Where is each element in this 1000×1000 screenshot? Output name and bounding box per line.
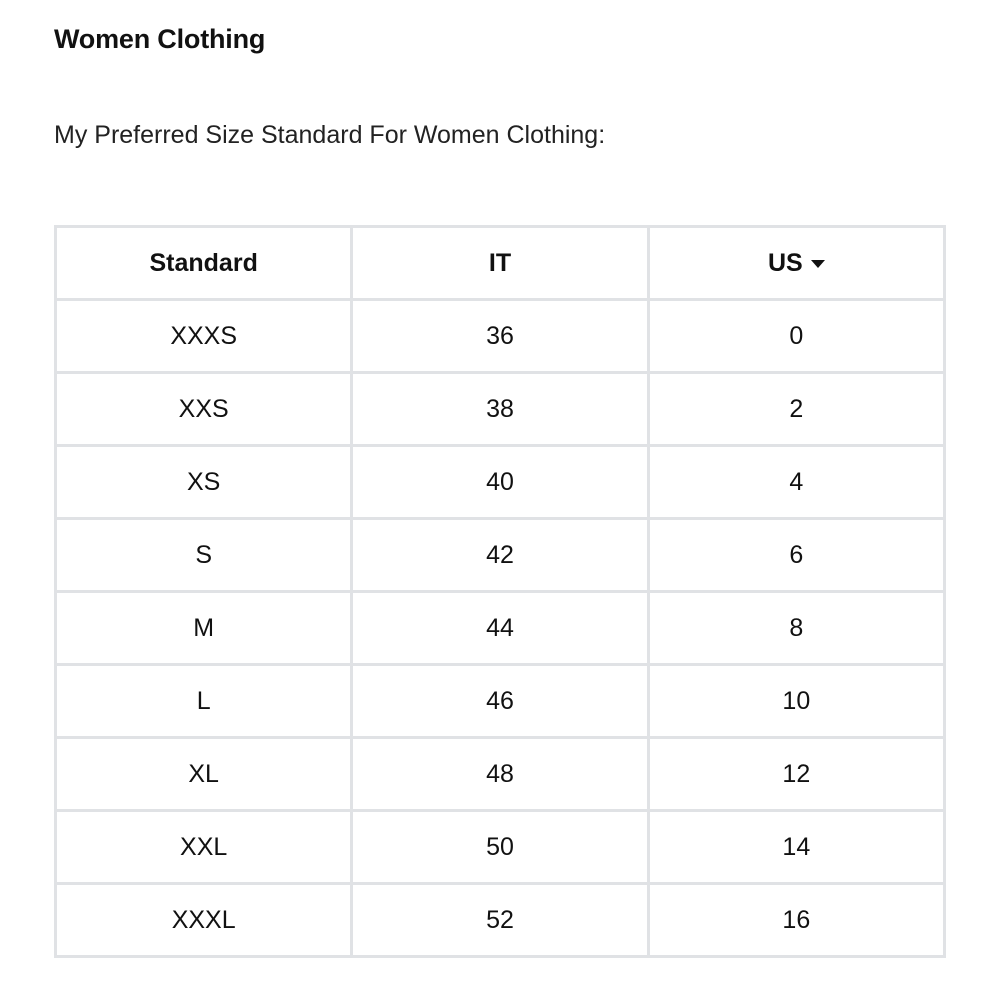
cell-us: 16	[648, 884, 944, 957]
cell-us: 6	[648, 519, 944, 592]
table-row	[56, 738, 945, 811]
cell-it: 44	[352, 592, 648, 665]
cell-us: 4	[648, 446, 944, 519]
cell-us: 10	[648, 665, 944, 738]
cell-us: 12	[648, 738, 944, 811]
cell-standard: XS	[56, 446, 352, 519]
cell-us: 0	[648, 300, 944, 373]
cell-standard: XL	[56, 738, 352, 811]
cell-it: 48	[352, 738, 648, 811]
section-title: Women Clothing	[54, 24, 266, 54]
us-size-selector[interactable]	[768, 249, 825, 278]
table-row	[56, 373, 945, 446]
table-row	[56, 884, 945, 957]
cell-it: 36	[352, 300, 648, 373]
header-standard: Standard	[56, 227, 352, 300]
cell-us: 2	[648, 373, 944, 446]
cell-it: 40	[352, 446, 648, 519]
header-us-dropdown[interactable]	[648, 227, 944, 300]
table-header-row	[56, 227, 945, 300]
cell-us: 8	[648, 592, 944, 665]
preferred-size-label: My Preferred Size Standard For Women Clothing:	[54, 121, 606, 149]
cell-it: 42	[352, 519, 648, 592]
cell-standard: S	[56, 519, 352, 592]
cell-it: 38	[352, 373, 648, 446]
cell-standard: XXL	[56, 811, 352, 884]
caret-down-icon[interactable]	[811, 260, 825, 268]
cell-standard: XXS	[56, 373, 352, 446]
header-us-label: US	[767, 248, 803, 277]
size-table	[54, 225, 946, 958]
cell-us: 14	[648, 811, 944, 884]
header-it: IT	[352, 227, 648, 300]
table-row	[56, 519, 945, 592]
table-row	[56, 300, 945, 373]
cell-standard: XXXL	[56, 884, 352, 957]
cell-it: 52	[352, 884, 648, 957]
cell-standard: M	[56, 592, 352, 665]
cell-it: 46	[352, 665, 648, 738]
table-row	[56, 446, 945, 519]
table-row	[56, 665, 945, 738]
table-row	[56, 811, 945, 884]
cell-standard: L	[56, 665, 352, 738]
table-row	[56, 592, 945, 665]
cell-standard: XXXS	[56, 300, 352, 373]
cell-it: 50	[352, 811, 648, 884]
